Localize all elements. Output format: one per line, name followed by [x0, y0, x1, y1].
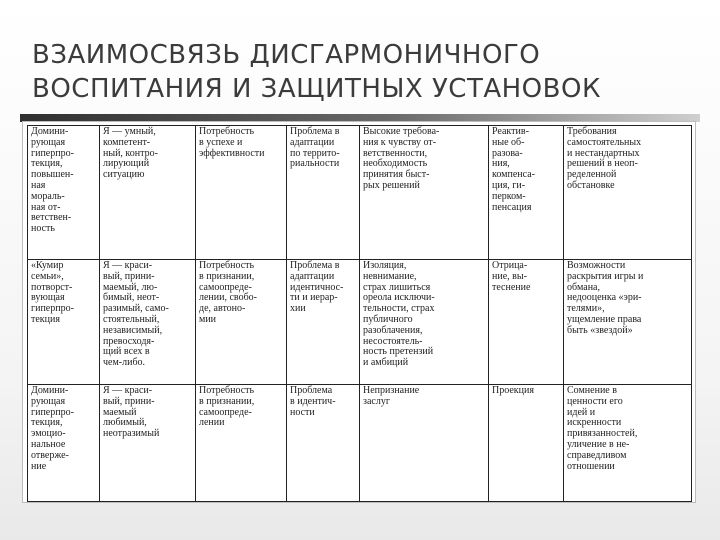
table-cell: Домини- рующая гиперпро- текция, повышен- ная мораль- ная от- ветствен- ность	[28, 126, 100, 260]
table-cell: Непризнание заслуг	[360, 385, 489, 502]
table-cell: Я — умный, компетент- ный, контро- лирующий ситуацию	[100, 126, 196, 260]
table-row	[28, 385, 692, 502]
table-cell: Изоляция, невнимание, страх лишиться ореола исключи- тельности, страх публичного разоблачения, несостоятель- ность претензий и амбиций	[360, 260, 489, 385]
table-cell: Потребность в признании, самоопреде- лении, свобо- де, автоно- мии	[196, 260, 287, 385]
slide-title-line-2: ВОСПИТАНИЯ И ЗАЩИТНЫХ УСТАНОВОК	[32, 74, 601, 104]
defense-table	[27, 125, 692, 502]
table-cell: Потребность в успехе и эффективности	[196, 126, 287, 260]
table-row	[28, 126, 692, 260]
slide-title	[32, 38, 692, 106]
table-cell: Требования самостоятельных и нестандартных решений в неоп- ределенной обстановке	[564, 126, 692, 260]
table-cell: Потребность в признании, самоопреде- лении	[196, 385, 287, 502]
table-cell: Реактив- ные об- разова- ния, компенса- ция, ги- перком- пенсация	[489, 126, 564, 260]
table-cell: Я — краси- вый, прини- маемый любимый, неотразимый	[100, 385, 196, 502]
table-cell: Проекция	[489, 385, 564, 502]
table-cell: Высокие требова- ния к чувству от- ветственности, необходимость принятия быст- рых решений	[360, 126, 489, 260]
table-cell: Я — краси- вый, прини- маемый, лю- бимый, неот- разимый, само- стоятельный, независимый, превосходя- щий всех в чем-либо.	[100, 260, 196, 385]
table-image-frame	[22, 121, 696, 503]
table-row	[28, 260, 692, 385]
table-cell: Домини- рующая гиперпро- текция, эмоцио- нальное отверже- ние	[28, 385, 100, 502]
table-cell: Проблема в идентич- ности	[287, 385, 360, 502]
table-cell: Возможности раскрытия игры и обмана, недооценка «эри- телями», ущемление права быть «звездой»	[564, 260, 692, 385]
table-cell: «Кумир семьи», потворст- вующая гиперпро- текция	[28, 260, 100, 385]
table-cell: Сомнение в ценности его идей и искренности привязанностей, уличение в не- справедливом отношении	[564, 385, 692, 502]
table-cell: Отрица- ние, вы- теснение	[489, 260, 564, 385]
table-cell: Проблема в адаптации идентичнос- ти и иерар- хии	[287, 260, 360, 385]
slide-title-line-1: ВЗАИМОСВЯЗЬ ДИСГАРМОНИЧНОГО	[32, 40, 541, 70]
table-cell: Проблема в адаптации по террито- риальности	[287, 126, 360, 260]
